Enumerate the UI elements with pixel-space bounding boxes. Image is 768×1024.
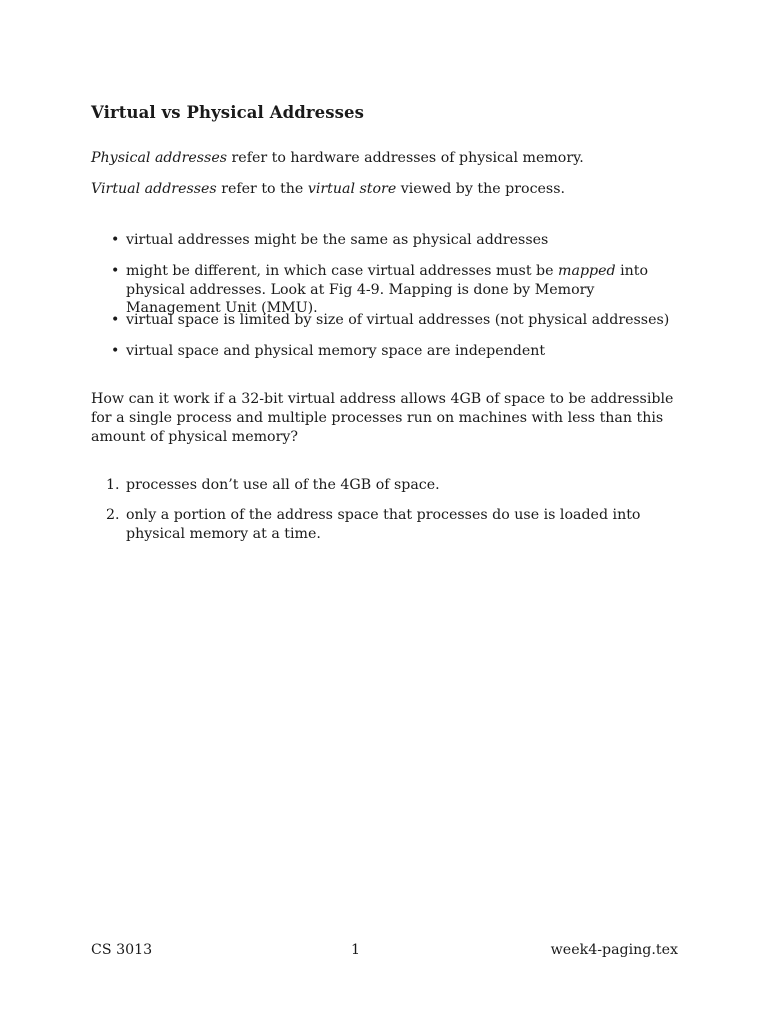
term-physical-addresses: Physical addresses xyxy=(91,150,228,166)
bullet-item xyxy=(111,311,691,330)
bullet-text: virtual space is limited by size of virtual addresses (not physical addresses) xyxy=(126,312,670,328)
footer-page-number: 1 xyxy=(351,942,361,958)
item-number: 2. xyxy=(106,507,120,523)
bullet-text: virtual space and physical memory space are independent xyxy=(126,343,546,359)
bullet-item xyxy=(111,342,691,361)
numbered-item xyxy=(106,506,691,543)
paragraph-physical-addresses xyxy=(91,149,691,168)
bullet-item xyxy=(111,231,691,250)
numbered-item xyxy=(106,476,691,495)
numbered-text: processes don’t use all of the 4GB of space. xyxy=(126,477,440,493)
bullet-icon: • xyxy=(111,232,120,248)
bullet-icon: • xyxy=(111,312,120,328)
paragraph-text: refer to hardware addresses of physical memory. xyxy=(227,150,584,166)
bullet-text: virtual addresses might be the same as physical addresses xyxy=(126,232,549,248)
bullet-item xyxy=(111,262,691,318)
bullet-icon: • xyxy=(111,263,120,279)
term-virtual-addresses: Virtual addresses xyxy=(91,181,217,197)
item-number: 1. xyxy=(106,477,120,493)
footer-course: CS 3013 xyxy=(91,942,153,958)
bullet-text: might be different, in which case virtual addresses must be xyxy=(126,263,559,279)
section-heading: Virtual vs Physical Addresses xyxy=(91,103,365,122)
paragraph-question: How can it work if a 32-bit virtual address allows 4GB of space to be addressible for a single process and multiple processes run on machines with less than this amount of physical memory? xyxy=(91,391,674,445)
numbered-text: only a portion of the address space that processes do use is loaded into physical memory at a time. xyxy=(126,507,641,542)
bullet-text: into physical addresses. Look at Fig 4-9. Mapping is done by Memory Management Unit (MMU). xyxy=(126,263,649,316)
paragraph-virtual-addresses xyxy=(91,180,691,199)
paragraph-text: refer to the xyxy=(216,181,308,197)
paragraph-text: viewed by the process. xyxy=(396,181,565,197)
bullet-icon: • xyxy=(111,343,120,359)
term-mapped: mapped xyxy=(558,263,616,279)
footer-filename: week4-paging.tex xyxy=(550,942,678,958)
term-virtual-store: virtual store xyxy=(307,181,397,197)
